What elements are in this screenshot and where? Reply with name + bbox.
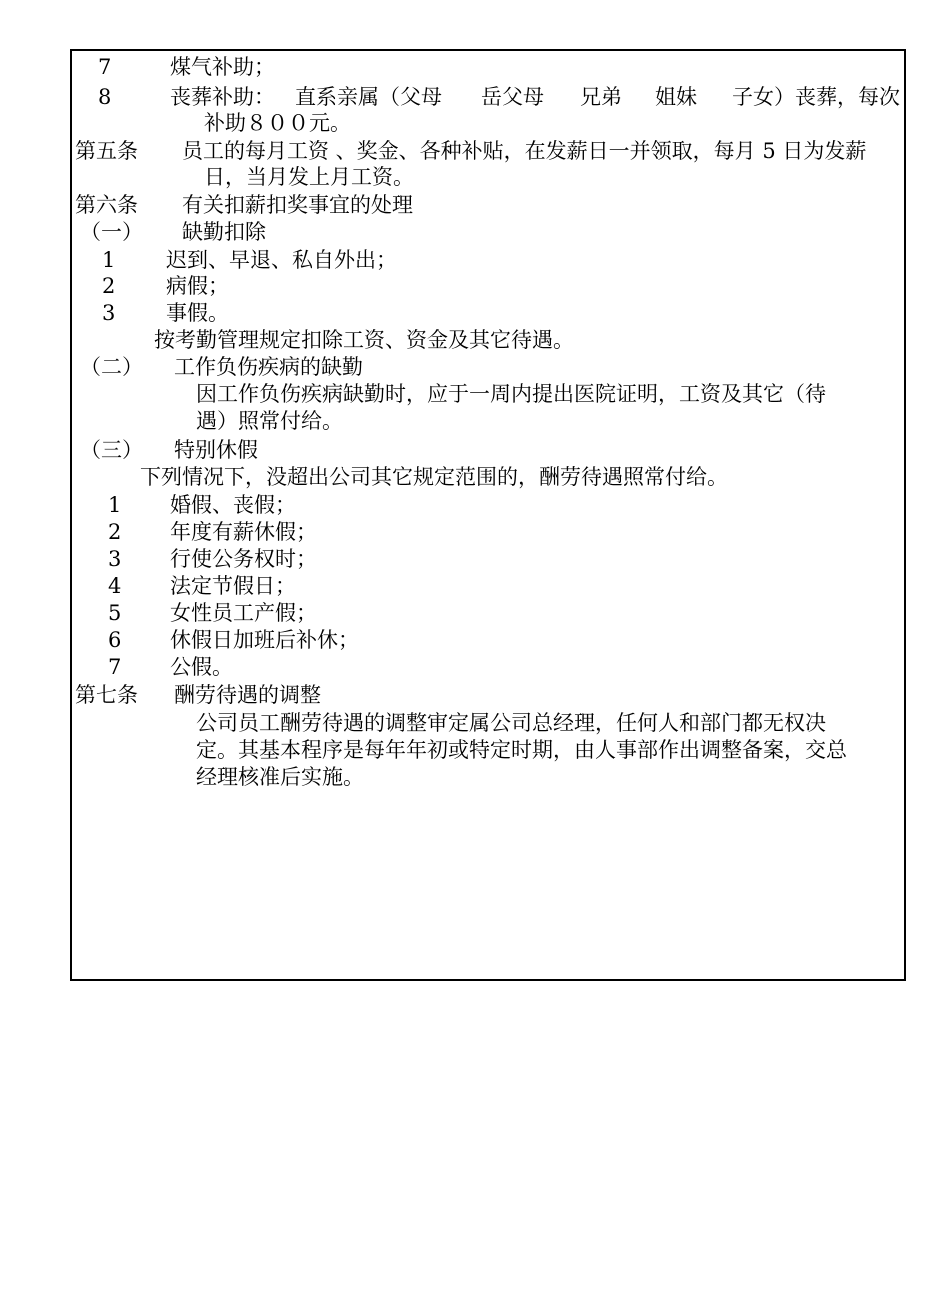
item-text: 婚假、丧假； — [170, 493, 296, 517]
section-text: 因工作负伤疾病缺勤时，应于一周内提出医院证明，工资及其它（待 — [196, 382, 826, 406]
item-number: 3 — [108, 547, 122, 571]
item-number: 8 — [98, 85, 112, 109]
article-text-cont: 经理核准后实施。 — [196, 765, 364, 789]
item-text: 煤气补助； — [170, 55, 275, 79]
item-number: 1 — [108, 493, 122, 517]
relative-text: 兄弟 — [580, 85, 622, 109]
item-text: 公假。 — [170, 655, 233, 679]
relative-text: 直系亲属（父母 — [295, 85, 442, 109]
relative-text: 姐妹 — [655, 85, 697, 109]
item-text: 行使公务权时； — [170, 547, 317, 571]
item-text: 迟到、早退、私自外出； — [166, 248, 397, 272]
item-text: 事假。 — [166, 301, 229, 325]
item-number: 5 — [108, 601, 122, 625]
item-text: 丧葬补助： — [170, 85, 275, 109]
item-text: 休假日加班后补休； — [170, 628, 359, 652]
article-text-cont: 定。其基本程序是每年年初或特定时期，由人事部作出调整备案，交总 — [196, 738, 847, 762]
item-text: 法定节假日； — [170, 574, 296, 598]
section-label: （一） — [80, 220, 143, 244]
item-number: 7 — [108, 655, 122, 679]
article-text: 公司员工酬劳待遇的调整审定属公司总经理，任何人和部门都无权决 — [196, 711, 826, 735]
article-label: 第六条 — [75, 193, 138, 217]
section-label: （二） — [80, 355, 143, 379]
item-number: 2 — [102, 274, 116, 298]
relative-text: 岳父母 — [481, 85, 544, 109]
relative-text: 子女）丧葬，每次 — [732, 85, 900, 109]
article-label: 第五条 — [75, 139, 138, 163]
item-number: 4 — [108, 574, 122, 598]
article-label: 第七条 — [75, 683, 138, 707]
item-number: 2 — [108, 520, 122, 544]
article-text: 员工的每月工资 、奖金、各种补贴，在发薪日一并领取，每月 5 日为发薪 — [182, 139, 867, 163]
item-number: 3 — [102, 301, 116, 325]
item-number: 1 — [102, 248, 116, 272]
item-continuation: 补助８００元。 — [204, 111, 351, 135]
item-text: 年度有薪休假； — [170, 520, 317, 544]
item-number: 7 — [98, 55, 112, 79]
section-intro: 下列情况下，没超出公司其它规定范围的，酬劳待遇照常付给。 — [140, 465, 728, 489]
section-text-cont: 遇）照常付给。 — [196, 409, 343, 433]
article-title: 酬劳待遇的调整 — [174, 683, 321, 707]
section-title: 工作负伤疾病的缺勤 — [174, 355, 363, 379]
item-text: 病假； — [166, 274, 229, 298]
section-note: 按考勤管理规定扣除工资、资金及其它待遇。 — [154, 328, 574, 352]
section-title: 特别休假 — [174, 438, 258, 462]
item-text: 女性员工产假； — [170, 601, 317, 625]
article-text-cont: 日，当月发上月工资。 — [204, 165, 414, 189]
section-title: 缺勤扣除 — [182, 220, 266, 244]
article-title: 有关扣薪扣奖事宜的处理 — [182, 193, 413, 217]
section-label: （三） — [80, 438, 143, 462]
item-number: 6 — [108, 628, 122, 652]
